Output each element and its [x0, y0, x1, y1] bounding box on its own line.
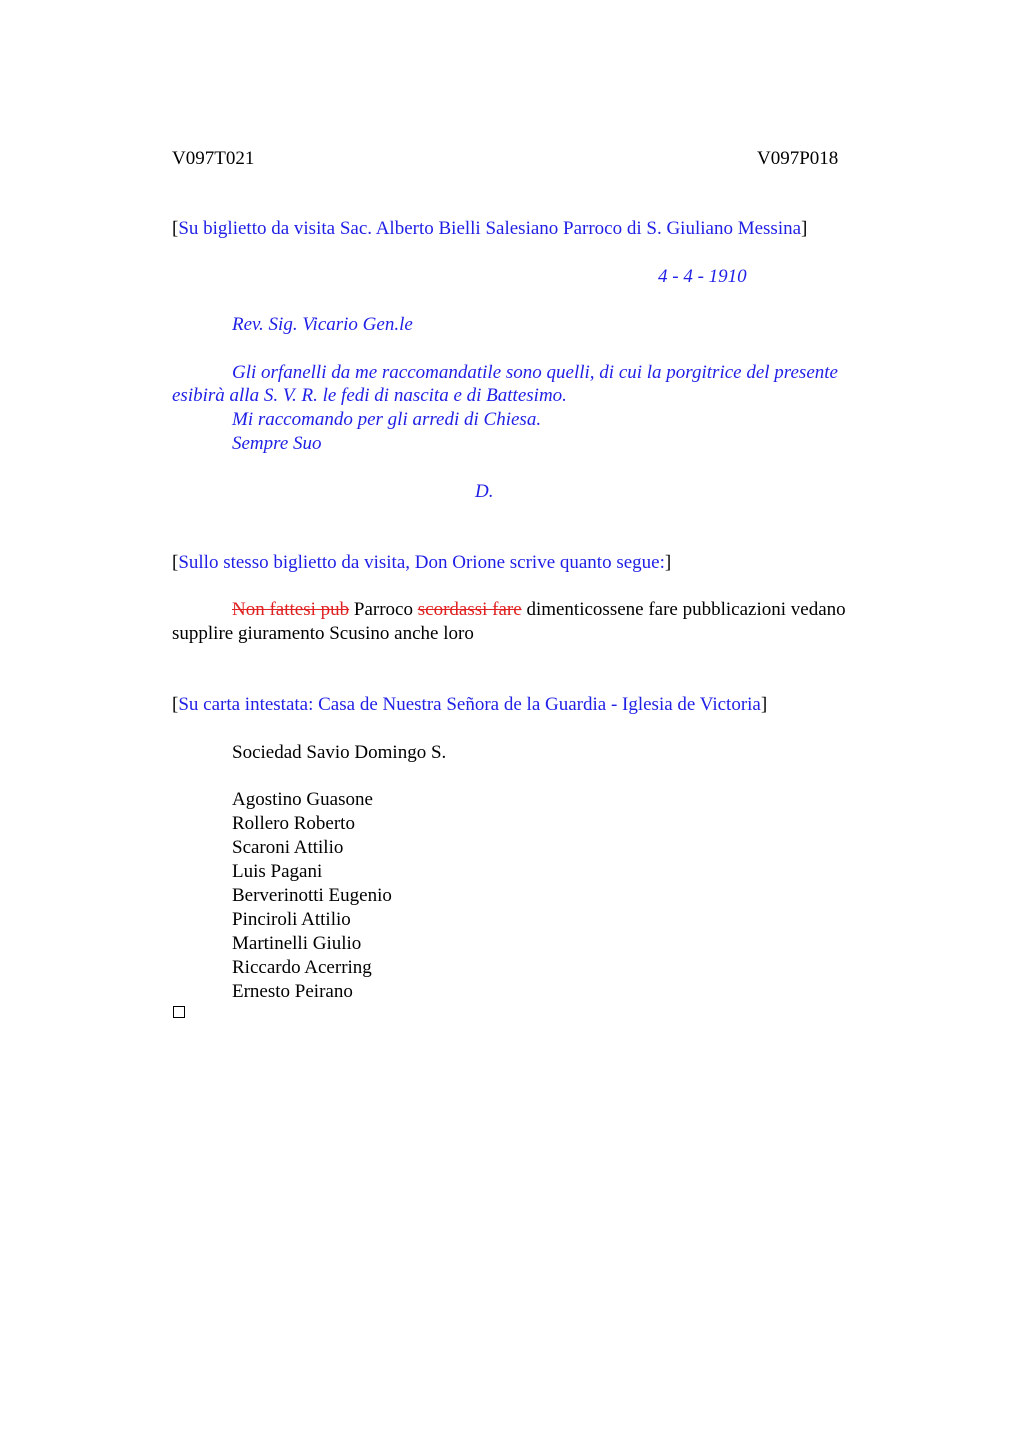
- note-text: Su carta intestata: Casa de Nuestra Señora de la Guardia - Iglesia de Victoria: [178, 694, 761, 715]
- member-list: [232, 788, 632, 1004]
- note-text: Su biglietto da visita Sac. Alberto Bielli Salesiano Parroco di S. Giuliano Messina: [178, 218, 802, 239]
- editorial-note-3: [172, 693, 767, 717]
- transcription-text-1: Parroco: [349, 599, 418, 620]
- list-item: Riccardo Acerring: [232, 957, 372, 978]
- document-code-left: V097T021: [172, 148, 255, 169]
- list-item: Berverinotti Eugenio: [232, 885, 392, 906]
- letter-body-line-1: Gli orfanelli da me raccomandatile sono quelli, di cui la porgitrice del presente: [232, 362, 838, 383]
- list-item: Scaroni Attilio: [232, 837, 344, 858]
- letter-salutation: Rev. Sig. Vicario Gen.le: [232, 314, 413, 335]
- bracket-open: [: [172, 694, 179, 715]
- letter-body-line-3: Mi raccomando per gli arredi di Chiesa.: [232, 409, 542, 430]
- transcription-line-1: [232, 598, 846, 622]
- editorial-note-2: [172, 551, 671, 575]
- list-item: Pinciroli Attilio: [232, 909, 351, 930]
- transcription-line-2: supplire giuramento Scusino anche loro: [172, 623, 474, 644]
- list-item: Martinelli Giulio: [232, 933, 362, 954]
- letter-closing: Sempre Suo: [232, 433, 322, 454]
- transcription-text-2: dimenticossene fare pubblicazioni vedano: [521, 599, 846, 620]
- letter-date: 4 - 4 - 1910: [658, 266, 747, 287]
- bracket-open: [: [172, 552, 179, 573]
- list-item: Ernesto Peirano: [232, 981, 353, 1002]
- editorial-note-1: [172, 217, 807, 241]
- bracket-close: ]: [664, 552, 672, 573]
- letter-signature: D.: [475, 481, 494, 502]
- bracket-close: ]: [760, 694, 768, 715]
- list-item: Rollero Roberto: [232, 813, 355, 834]
- letter-body-line-2: esibirà alla S. V. R. le fedi di nascita e di Battesimo.: [172, 385, 567, 406]
- note-text-part-2: Don Orione scrive quanto segue:: [414, 552, 665, 573]
- list-item: Luis Pagani: [232, 861, 323, 882]
- society-name: Sociedad Savio Domingo S.: [232, 742, 447, 763]
- struck-text-1: Non fattesi pub: [232, 599, 350, 620]
- note-text-part-1: Sullo stesso biglietto da visita,: [178, 552, 415, 573]
- bracket-open: [: [172, 218, 179, 239]
- list-item: Agostino Guasone: [232, 789, 373, 810]
- bracket-close: ]: [801, 218, 808, 239]
- end-mark-box-icon: [173, 1006, 185, 1018]
- document-code-right: V097P018: [757, 148, 839, 169]
- struck-text-2: scordassi fare: [417, 599, 522, 620]
